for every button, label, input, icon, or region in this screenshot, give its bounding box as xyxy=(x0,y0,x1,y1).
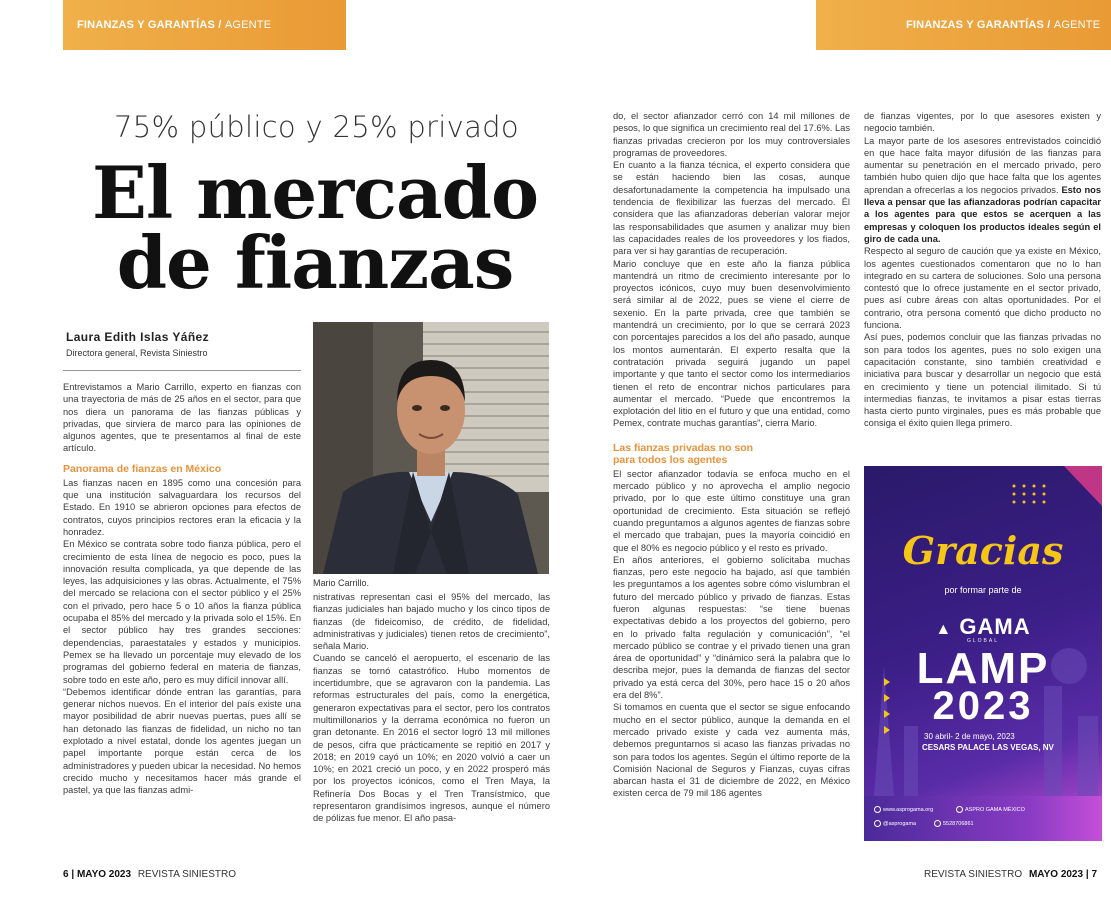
ad-phone[interactable] xyxy=(934,820,974,827)
facebook-icon xyxy=(956,806,963,813)
issue-label: MAYO 2023 xyxy=(76,869,132,880)
article-title xyxy=(80,150,550,305)
ad-contact-band xyxy=(864,796,1102,841)
section-label: FINANZAS Y GARANTÍAS xyxy=(906,19,1045,31)
footer-right xyxy=(924,869,1097,880)
text-column-1 xyxy=(63,381,301,797)
author-name: Laura Edith Islas Yáñez xyxy=(66,330,210,344)
whatsapp-icon xyxy=(934,820,941,827)
brand-name: GAMA xyxy=(959,614,1031,639)
paragraph: Las fianzas nacen en 1895 como una concesión para que una institución salvaguardara los recursos del Estado. En 1910 se abrieron opciones para efectos de contratos, cuyos principios rectores eran la eficacia y la honradez. xyxy=(63,477,301,537)
section-heading: Panorama de fianzas en México xyxy=(63,462,222,475)
page-number: 7 xyxy=(1091,869,1097,880)
paragraph-text: La mayor parte de los asesores entrevistados coincidió en que hace falta mayor difusión de las fianzas para aumentar su penetración en el mercado privado, pero también hubo quien dijo que hace falta que los agentes aprendan a ofrecerlas a los negocios privados. xyxy=(864,135,1101,195)
paragraph: Así pues, podemos concluir que las fianzas privadas no son para todos los agentes, pues no solo exigen una capacitación constante, sino también creatividad e iniciativa para buscar y desarrollar un negocio que está en crecimiento y tiene un potencial ilimitado. Si tú intermedias fianzas, te invitamos a pisar estas tierras hasta cierto punto virginales, pues es más probable que consiga el éxito quien llega primero. xyxy=(864,332,1101,429)
gama-logo-icon: ▲ xyxy=(935,621,953,638)
section-separator: / xyxy=(1044,19,1054,31)
section-header-left xyxy=(63,0,346,50)
ad-gracias: Gracias xyxy=(902,528,1064,573)
social-text: @asprogama xyxy=(883,820,917,827)
title-line-1: El mercado xyxy=(91,150,539,235)
text-column-4 xyxy=(864,110,1101,430)
subsection-label: AGENTE xyxy=(224,19,272,31)
section-label: FINANZAS Y GARANTÍAS xyxy=(77,19,216,31)
paragraph: En México se contrata sobre todo fianza pública, pero el crecimiento de esta línea de negocio es poco, pues la innovación resulta complicada, ya que depende de las leyes, las adquisiciones y las obras. Actualmente, el 75% del mercado se relaciona con el sector público y el 25% con el privado, pero hace 5 o 10 años la fianza pública ocupaba el 85% del mercado y la privada solo el 15%. En el sector público hay tres grandes secciones: dependencias, paraestatales y estados y municipios. Pemex se ha llevado un porcentaje muy elevado de los programas del gobierno federal en materia de fianzas, sobre todo en este año, pero es muy difícil innovar allí. xyxy=(63,539,301,685)
paragraph: “Debemos identificar dónde entran las garantías, para generar nichos nuevos. En el interior del país existe una mayor posibilidad de abrir nuevas puertas, pues allí se han detonado las fianzas de fidelidad, un nicho no tan explotado a nivel estatal, donde los agentes juegan un papel importante porque están cerca de los administradores y pueden ubicar la necesidad. No hemos crecido mucho y necesitamos hacer más grande el pastel, ya que las fianzas admi- xyxy=(63,686,301,796)
photo-caption: Mario Carrillo. xyxy=(313,578,370,588)
paragraph: Mario concluye que en este año la fianza pública mantendrá un ritmo de crecimiento interesante por lo proyectos icónicos, cuyo muy buen desenvolvimiento será similar al de 2022, pues se viene el cierre de sexenio. En la parte privada, cree que también se mantendrá un crecimiento, por lo que se cerrará 2023 con porcentajes parecidos a los del año pasado, aunque los montos aumentarán. El experto resalta que la contratación privada seguirá jugando un papel importante y que tanto el sector como los intermediarios tienen el reto de encontrar nichos particulares para aumentar el mercado. “Puede que encontremos la explotación del litio en el futuro y que una entidad, como Pemex, contrate muchas garantías”, cierra Mario. xyxy=(613,258,850,429)
paragraph: do, el sector afianzador cerró con 14 mil millones de pesos, lo que significa un crecimiento real del 17.6%. Las fianzas privadas crecieron por los muy controversiales programas de proveedores. xyxy=(613,111,850,158)
paragraph: El sector afianzador todavía se enfoca mucho en el mercado público y no aprovecha el amplio negocio privado, por lo que este último constituye una gran oportunidad de crecimiento. Esta situación se reflejó cuando preguntamos a algunos agentes de fianzas sobre el mercado que trabajan, pues la mayoría coincidió en que el 80% es negocio público y el resto es privado. xyxy=(613,468,850,553)
issue-label: MAYO 2023 xyxy=(1028,869,1084,880)
portrait-illustration xyxy=(313,322,549,574)
subsection-label: AGENTE xyxy=(1053,19,1101,31)
article-subtitle: 75% público y 25% privado xyxy=(114,110,519,144)
portrait-photo xyxy=(313,322,549,574)
ad-event-venue: CESARS PALACE LAS VEGAS, NV xyxy=(922,743,1054,752)
text-column-2 xyxy=(313,591,550,825)
footer-divider: | xyxy=(1085,869,1089,880)
paragraph: En cuanto a la fianza técnica, el experto considera que se están haciendo bien las cosas, aunque desafortunadamente la competencia ha impulsado una tendencia de flexibilizar las fuerzas del mercado. Él considera que las afianzadoras deberían valorar mejor las responsabilidades que asumen y analizar muy bien las capacidades reales de los proveedores y los fiados, para ver si hay garantías de recuperación. xyxy=(613,160,850,257)
section-separator: / xyxy=(215,19,225,31)
ad-event-dates: 30 abril- 2 de mayo, 2023 xyxy=(924,732,1015,741)
ad-brand xyxy=(864,614,1102,640)
advertisement-banner[interactable] xyxy=(864,466,1102,841)
paragraph: nistrativas representan casi el 95% del mercado, las fianzas judiciales han bajado mucho y los cinco tipos de fianzas (de fideicomiso, de crédito, de fidelidad, administrativas y judiciales) tienen retos de crecimiento”, señala Mario. xyxy=(313,592,550,652)
instagram-icon xyxy=(874,820,881,827)
ad-facebook[interactable] xyxy=(956,806,1025,813)
text-column-3 xyxy=(613,110,850,800)
magazine-name: REVISTA SINIESTRO xyxy=(137,869,236,880)
section-heading: Las fianzas privadas no son para todos los agentes xyxy=(613,441,754,466)
paragraph: de fianzas vigentes, por lo que asesores existen y negocio también. xyxy=(864,111,1101,134)
footer-divider: | xyxy=(71,869,75,880)
ad-por-formar: por formar parte de xyxy=(944,585,1022,595)
page-number: 6 xyxy=(63,869,69,880)
highlight-text: Esto nos lleva a pensar que las afianzadoras podrían capacitar a los agentes para que estos se acerquen a las empresas y coloquen los productos ideales según el giro de cada una. xyxy=(864,184,1101,244)
title-line-2: de fianzas xyxy=(116,220,514,305)
paragraph: Respecto al seguro de caución que ya existe en México, los agentes cuestionados comentaron que no lo han integrado en su cartera de soluciones. Solo una persona contestó que lo ofrece justamente en el sector privado, pues así cubre áreas con altas oportunidades. Por el contrario, otra persona comentó que dicho producto no funciona. xyxy=(864,246,1101,331)
ad-event-name: LAMP xyxy=(916,644,1050,693)
phone-text: 5528706861 xyxy=(943,820,974,827)
magazine-name: REVISTA SINIESTRO xyxy=(924,869,1023,880)
footer-left xyxy=(63,869,236,880)
ad-website[interactable] xyxy=(874,806,933,813)
website-text: www.asprogama.org xyxy=(883,806,934,813)
author-byline xyxy=(66,330,209,358)
paragraph: En años anteriores, el gobierno solicitaba muchas fianzas, pero este negocio ha bajado, así que también les preguntamos a los agentes sobre cómo vislumbran el futuro del mercado público y privado de fianzas. Estas fueron algunas respuestas: “se tiene buenas expectativas debido a los proyectos del gobierno, pero en lo privado falta regulación y comunicación”, “el mercado público se contrae y el privado tienen una gran área de oportunidad” y “dinámico será la palabra que lo describa mejor, pues la demanda de fianzas del sector privado ya está cerca del 30%, pero hace 15 o 20 años era del 8%”. xyxy=(613,554,850,701)
globe-icon xyxy=(874,806,881,813)
section-header-right xyxy=(816,0,1111,50)
ad-instagram[interactable] xyxy=(874,820,916,827)
paragraph: Cuando se canceló el aeropuerto, el escenario de las fianzas se tornó catastrófico. Hubo momentos de incertidumbre, que se agravaron con la pandemia. Las reformas estructurales del país, como la energética, generaron expectativas para el sector, pero los contratos multimillonarios y la derrama económica no fueron un gran detonante. En 2016 el sector logró 13 mil millones de pesos, cifra que prácticamente se repitió en 2017 y 2018; en 2019 cayó un 10%; en 2020 volvió a caer un 10%; en 2021 creció un poco, y en 2022 prosperó más por los proyectos icónicos, como el Tren Maya, la Refinería Dos Bocas y el Tren Transístmico, que representaron grandísimos ingresos, aunque el número de pólizas fue menor. El año pasa- xyxy=(313,653,550,824)
author-role: Directora general, Revista Siniestro xyxy=(66,348,208,358)
intro-paragraph: Entrevistamos a Mario Carrillo, experto en fianzas con una trayectoria de más de 25 años en el sector, para que nos diera un panorama de las fianzas públicas y privadas, que sirviera de marco para las opiniones de algunos agentes, que te presentamos al final de este artículo. xyxy=(63,382,301,454)
paragraph: Si tomamos en cuenta que el sector se sigue enfocando mucho en el sector público, aunque la demanda en el mercado privado existe y cada vez aumenta más, debemos preguntarnos si acaso las fianzas privadas no son para todos los agentes. Según el último reporte de la Comisión Nacional de Seguros y Fianzas, cuyas cifras abarcan hasta el 31 de diciembre de 2022, en México existen cerca de 79 mil 186 agentes xyxy=(613,702,850,799)
org-text: ASPRO GAMA MÉXICO xyxy=(965,806,1025,813)
brand-subtitle: GLOBAL xyxy=(966,638,999,644)
divider xyxy=(63,370,301,371)
paragraph xyxy=(864,135,1101,246)
ad-event-year: 2023 xyxy=(932,684,1034,728)
